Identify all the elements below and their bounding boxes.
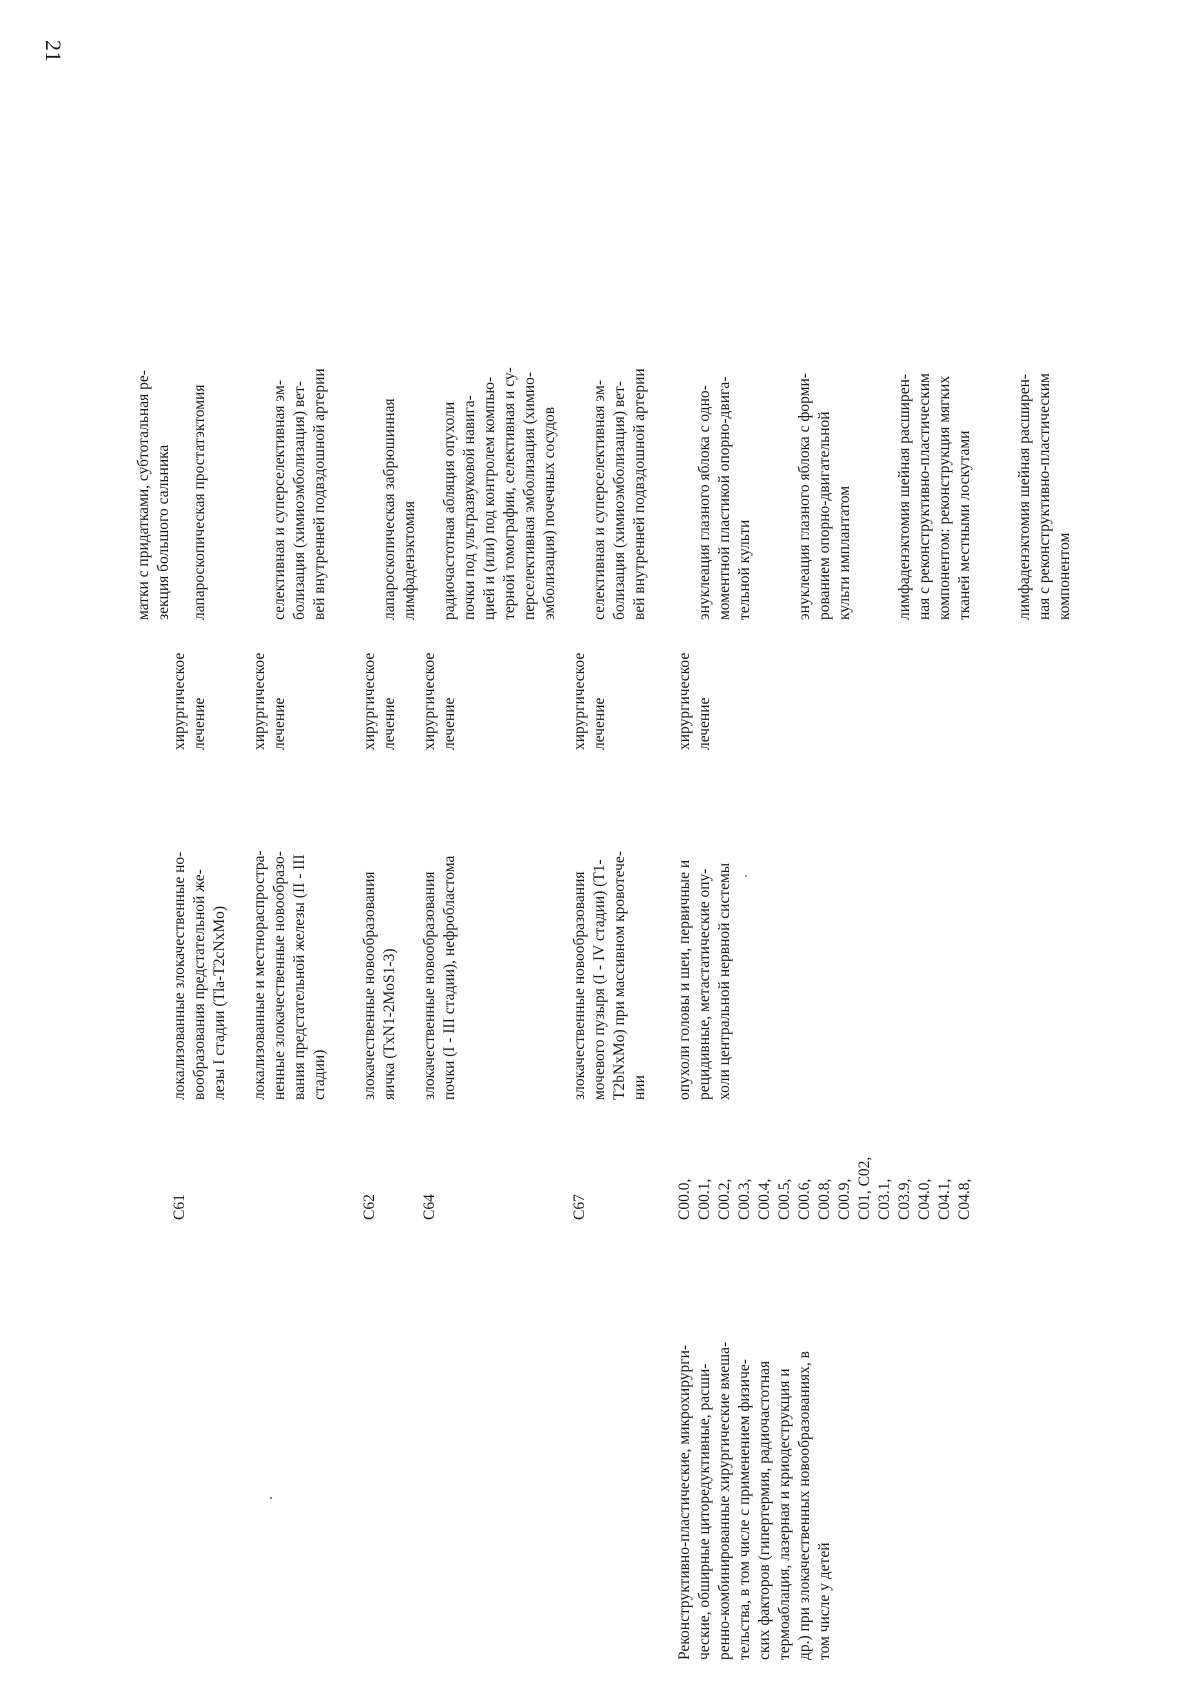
scan-speck <box>745 875 747 877</box>
treatment-type: хирургическое лечение <box>251 652 288 750</box>
treatment-methods <box>250 220 370 620</box>
icd-code: C64 <box>421 1194 438 1220</box>
icd-code: C62 <box>361 1194 378 1220</box>
treatment-method: энуклеация глазного яблока с одно- моментной пластикой опорно-двига- тельной культи <box>696 376 753 620</box>
icd-code: C61 <box>171 1194 188 1220</box>
treatment-methods <box>170 220 250 620</box>
treatment-method: селективная и суперселективная эм- болизация (химиоэмболизация) вет- вей внутренней подвздошной артерии <box>271 368 328 620</box>
icd-code: C67 <box>571 1194 588 1220</box>
page-number: 21 <box>41 40 66 62</box>
diagnosis: локализованные и местнораспростра- ненные злокачественные новообразо- вания предстательной железы (II - III стадии) <box>251 850 328 1100</box>
scan-speck <box>270 1497 272 1499</box>
care-position-name: Реконструктивно-пластические, микрохирурги- ческие, обширные циторедуктивные, расши- ренно-комбинированные хирургические вмеша- тельства, в том числе с применением физиче- ских факторов (гипертермия, радиочастотная термоаблация, лазерная и криодеструкция и др.) при злокачественных новообразованиях, в том числе у детей <box>676 1341 833 1660</box>
diagnosis: злокачественные новообразования яичка (TxN1-2MoS1-3) <box>361 871 398 1100</box>
treatment-method: лимфаденэктомия шейная расширен- ная с реконструктивно-пластическим компонентом <box>1016 373 1073 620</box>
treatment-method: матки с придатками, субтотальная ре- зекция большого сальника <box>135 370 172 620</box>
treatment-type: хирургическое лечение <box>421 652 458 750</box>
diagnosis: локализованные злокачественные но- вообразования предстательной же- лезы I стадии (Tla-T2cNxMo) <box>171 851 228 1100</box>
treatment-method: энуклеация глазного яблока с форми- рованием опорно-двигательной культи имплантатом <box>796 373 853 620</box>
treatment-method: лимфаденэктомия шейная расширен- ная с реконструктивно-пластическим компонентом: реконструкция мягких тканей местными лоскутами <box>896 373 973 620</box>
icd-code-list: C00.0, C00.1, C00.2, C00.3, C00.4, C00.5, C00.6, C00.8, C00.9, C01, C02, C03.1, C03.9, C04.0, C04.1, C04.8, <box>676 1156 973 1220</box>
diagnosis: злокачественные новообразования почки (I - III стадии), нефробластома <box>421 855 458 1100</box>
treatment-method: радиочастотная абляция опухоли почки под ультразвуковой навига- цией и (или) под контролем компью- терной томографии, селективная и су- перселективная эмболизация (химио- эмболизация) почечных сосудов <box>441 367 558 620</box>
treatment-type: хирургическое лечение <box>571 652 608 750</box>
treatment-method: лапароскопическая забрюшинная лимфаденэктомия <box>381 398 418 620</box>
rotated-table <box>110 60 1190 1660</box>
treatment-methods <box>570 220 690 620</box>
treatment-type: хирургическое лечение <box>361 652 398 750</box>
treatment-methods <box>675 220 1115 620</box>
diagnosis: злокачественные новообразования мочевого пузыря (I - IV стадии) (T1- T2bNxMo) при массивном кровотече- нии <box>571 851 648 1100</box>
treatment-type: хирургическое лечение <box>676 652 713 750</box>
treatment-method: лапароскопическая простатэктомия <box>191 384 208 620</box>
diagnosis: опухоли головы и шеи, первичные и рецидивные, метастатические опу- холи центральной нервной системы <box>676 859 733 1100</box>
treatment-method: селективная и суперселективная эм- болизация (химиоэмболизация) вет- вей внутренней подвздошной артерии <box>591 368 648 620</box>
treatment-type: хирургическое лечение <box>171 652 208 750</box>
